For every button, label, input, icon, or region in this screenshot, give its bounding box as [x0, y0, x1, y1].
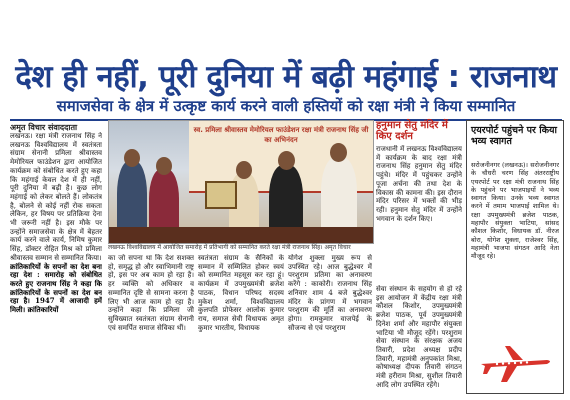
subheadline: समाजसेवा के क्षेत्र में उत्कृष्ट कार्य करने वाली हस्तियों को रक्षा मंत्री ने किया सम्मानित: [56, 97, 516, 115]
person-head: [278, 151, 295, 170]
airplane-icon: [477, 336, 553, 386]
headline: देश ही नहीं, पूरी दुनिया में बढ़ी महंगाई : राजनाथ: [15, 59, 557, 95]
person-head: [330, 143, 347, 162]
event-banner-text: स्व. प्रमिला श्रीवास्तव मेमोरियल फाउंडेशन रक्षा मंत्री राजनाथ सिंह जी का अभिनंदन: [193, 126, 369, 144]
intro-column: [10, 132, 102, 390]
article-column-3: स्वतंत्रता संग्राम के सैनिकों के सम्मान में सम्मिलित होकर स्वयं को सम्मानित महसूस कर रहा हूं। कार्यक्रम में उपमुख्यमंत्री ब्रजेश पाठक, विधान परिषद सदस्य मुकेश शर्मा, विश्वविद्यालय कुलपति प्रोफेसर आलोक कुमार राय, समाज सेवी विधायक अमृत कुमार भारतीय, विधायक: [198, 254, 284, 332]
right-box-story: [466, 120, 564, 394]
person-head: [124, 149, 140, 167]
person-head: [236, 161, 252, 179]
article-column-5: सेवा संस्थान के सहयोग से हो रहे इस आयोजन में केंद्रीय रक्षा मंत्री कौशल किशोर, उपमुख्यमंत्री ब्रजेश पाठक, पूर्व उपमुख्यमंत्री दिनेश शर्मा और महापौर संयुक्ता भाटिया भी मौजूद रहेंगे। परशुराम सेवा संस्थान के संरक्षक अजय तिवारी, प्रदेश अध्यक्ष प्रदीप तिवारी, महामंत्री अनुपकांत मिश्रा, कोषाध्यक्ष दीपक तिवारी संगठन मंत्री हरीराम मिश्रा, सुशील तिवारी आदि लोग उपस्थित रहेंगे।: [376, 285, 462, 389]
intro-text: लखनऊ। रक्षा मंत्री राजनाथ सिंह ने लखनऊ विश्वविद्यालय में स्वतंत्रता संग्राम सेनानी प्रमिला श्रीवास्तव मेमोरियल फाउंडेशन द्वारा आयोजित कार्यक्रम को संबोधित करते हुए कहा कि महंगाई केवल देश में ही नहीं, पूरी दुनिया में बढ़ी है। कुछ लोग महंगाई को लेकर बोलते हैं। लोकतंत्र है, बोलने से कोई नहीं रोक सकता लेकिन, हर विषय पर प्रतिक्रिया देना भी जरूरी नहीं है। इस मौके पर उन्होंने समाजसेवा के क्षेत्र में बेहतर कार्य करने वाले कार्य, निमिष कुमार सिंह, डॉक्टर रोहित मिश्र को प्रमिला श्रीवास्तव सम्मान से सम्मानित किया।: [10, 132, 102, 262]
photo-caption: लखनऊ विश्वविद्यालय में आयोजित समारोह में प्रतिभागी को सम्मानित करते रक्षा मंत्री राजनाथ सिंह। अमृत विचार: [108, 244, 351, 251]
article-column-4: योगेश शुक्ला मुख्य रूप से उपस्थित रहे। आज बुद्धेश्वर में परशुराम प्रतिमा का अनावरण करेंगे : काकोरी। राजनाथ सिंह शनिवार शाम 4 बजे बुद्धेश्वर मंदिर के प्रांगण में भगवान परशुराम की मूर्ति का अनावरण होगा। रामकुमार वाजपेई के सौजन्य से एवं परशुराम: [288, 254, 372, 332]
stage-table: [109, 227, 373, 243]
sidebar-story: [376, 120, 462, 278]
sidebar-title: हनुमान सेतु मंदिर में किए दर्शन: [376, 120, 448, 142]
article-column-2: का जो सपना था कि देश सशक्त हो, समृद्ध हो और स्वाभिमानी राष्ट्र हो, इस पर अब काम हो रहा है। हर व्यक्ति को अधिकार व सम्मानित दृष्टि से सामना करना है लिए भी आज काम हो रहा है। उन्होंने कहा कि प्रमिला जी सुविख्यात स्वतंत्रता संग्राम सेनानी एवं समर्पित समाज सेविका थीं।: [108, 254, 194, 332]
byline: अमृत विचार संवाददाता: [10, 123, 78, 132]
intro-subheading: क्रांतिकारियों के सपनों का देश बना रहा देश : समारोह को संबोधित करते हुए राजनाथ सिंह ने कहा कि क्रांतिकारियों के सपनों का देश बन रहा है। 1947 में आजादी हमें मिली। क्रांतिकारियों: [10, 261, 102, 315]
award-plaque: [205, 181, 237, 209]
right-box-title: एयरपोर्ट पहुंचने पर किया भव्य स्वागत: [471, 125, 557, 147]
right-box-body: सरोजनीनगर (लखनऊ)। सरोजनीनगर के चौधरी चरण सिंह अंतरराष्ट्रीय एयरपोर्ट पर रक्षा मंत्री राजनाथ सिंह के पहुंचने पर भाजपाइयों ने भव्य स्वागत किया। उनके भव्य स्वागत करने में तमाम भाजपाई शामिल थे। रक्षा उपमुख्यमंत्री ब्रजेश पाठक, महापौर संयुक्ता भाटिया, सांसद कौशल किशोर, विधायक डॉ. नीरज बोरा, योगेश शुक्ला, राजेश्वर सिंह, महामंत्री भाजपा संगठन आदि नेता मौजूद रहे।: [471, 161, 559, 261]
sidebar-body: राजधानी में लखनऊ विश्वविद्यालय में कार्यक्रम के बाद रक्षा मंत्री राजनाथ सिंह हनुमान सेतु मंदिर पहुंचे। मंदिर में पहुंचकर उन्होंने पूजा अर्चना की तथा देश के विकास की कामना की। इस दौरान मंदिर परिसर में भक्तों की भीड़ रही। हनुमान सेतु मंदिर में उन्होंने भगवान के दर्शन किए।: [376, 145, 462, 223]
news-photo: [108, 120, 374, 244]
person-head: [156, 157, 172, 175]
